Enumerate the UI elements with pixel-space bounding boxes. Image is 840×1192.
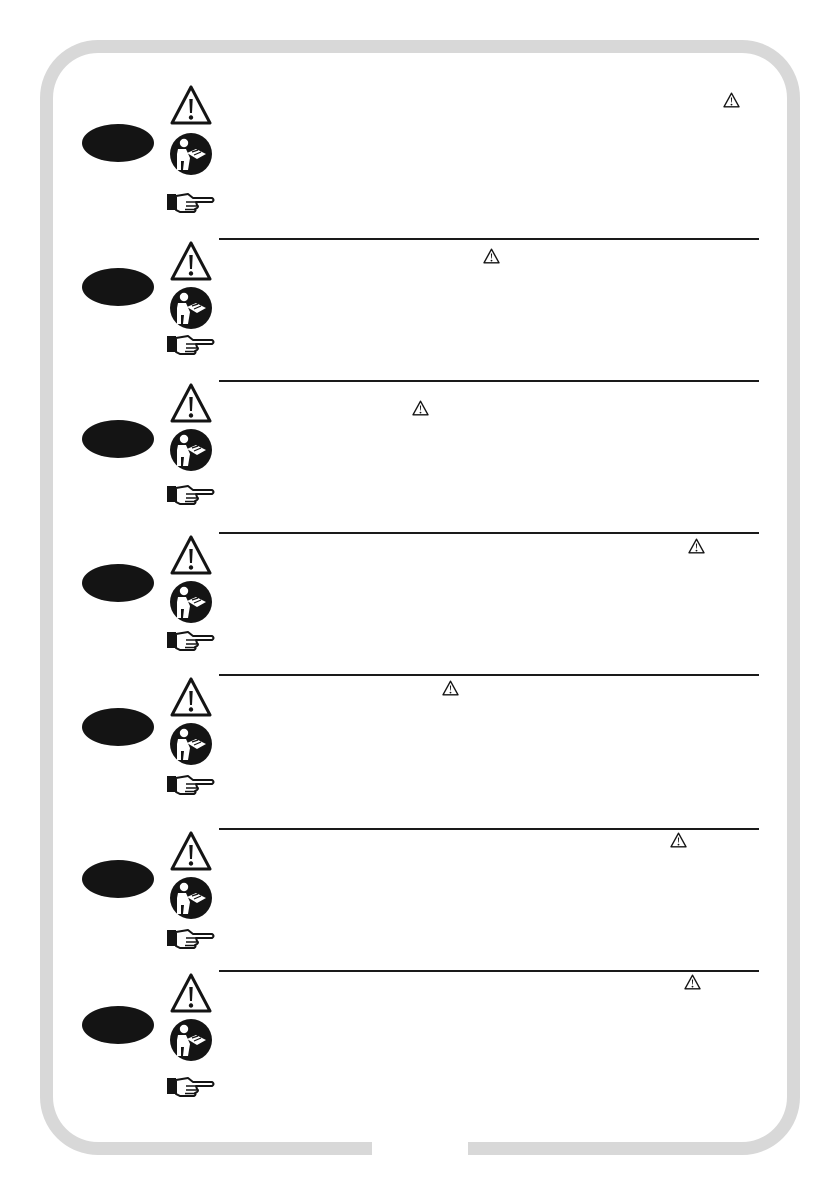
- safety-section-7: [0, 968, 840, 1110]
- small-warning-icon: [483, 248, 500, 264]
- section-badge: [82, 420, 154, 458]
- section-badge: [82, 124, 154, 162]
- read-manual-icon: [169, 580, 213, 624]
- safety-section-6: [0, 826, 840, 968]
- section-divider: [219, 380, 759, 382]
- pointing-hand-icon: [166, 332, 216, 356]
- read-manual-icon: [169, 722, 213, 766]
- warning-triangle-icon: [169, 830, 213, 872]
- section-badge: [82, 860, 154, 898]
- pointing-hand-icon: [166, 926, 216, 950]
- section-divider: [219, 238, 759, 240]
- warning-triangle-icon: [169, 676, 213, 718]
- warning-triangle-icon: [169, 84, 213, 126]
- pointing-hand-icon: [166, 190, 216, 214]
- safety-section-5: [0, 672, 840, 826]
- warning-triangle-icon: [169, 972, 213, 1014]
- safety-section-4: [0, 530, 840, 672]
- pointing-hand-icon: [166, 482, 216, 506]
- small-warning-icon: [723, 92, 740, 108]
- pointing-hand-icon: [166, 1074, 216, 1098]
- section-badge: [82, 564, 154, 602]
- small-warning-icon: [442, 680, 459, 696]
- read-manual-icon: [169, 1018, 213, 1062]
- small-warning-icon: [412, 400, 429, 416]
- safety-section-2: [0, 236, 840, 378]
- warning-triangle-icon: [169, 382, 213, 424]
- section-badge: [82, 268, 154, 306]
- safety-section-3: [0, 378, 840, 530]
- safety-section-1: [0, 80, 840, 236]
- pointing-hand-icon: [166, 772, 216, 796]
- section-badge: [82, 1006, 154, 1044]
- warning-triangle-icon: [169, 240, 213, 282]
- section-badge: [82, 708, 154, 746]
- warning-triangle-icon: [169, 534, 213, 576]
- read-manual-icon: [169, 428, 213, 472]
- small-warning-icon: [684, 974, 701, 990]
- pointing-hand-icon: [166, 628, 216, 652]
- section-divider: [219, 532, 759, 534]
- small-warning-icon: [670, 832, 687, 848]
- read-manual-icon: [169, 286, 213, 330]
- read-manual-icon: [169, 132, 213, 176]
- section-divider: [219, 828, 759, 830]
- section-divider: [219, 674, 759, 676]
- read-manual-icon: [169, 876, 213, 920]
- small-warning-icon: [688, 538, 705, 554]
- section-divider: [219, 970, 759, 972]
